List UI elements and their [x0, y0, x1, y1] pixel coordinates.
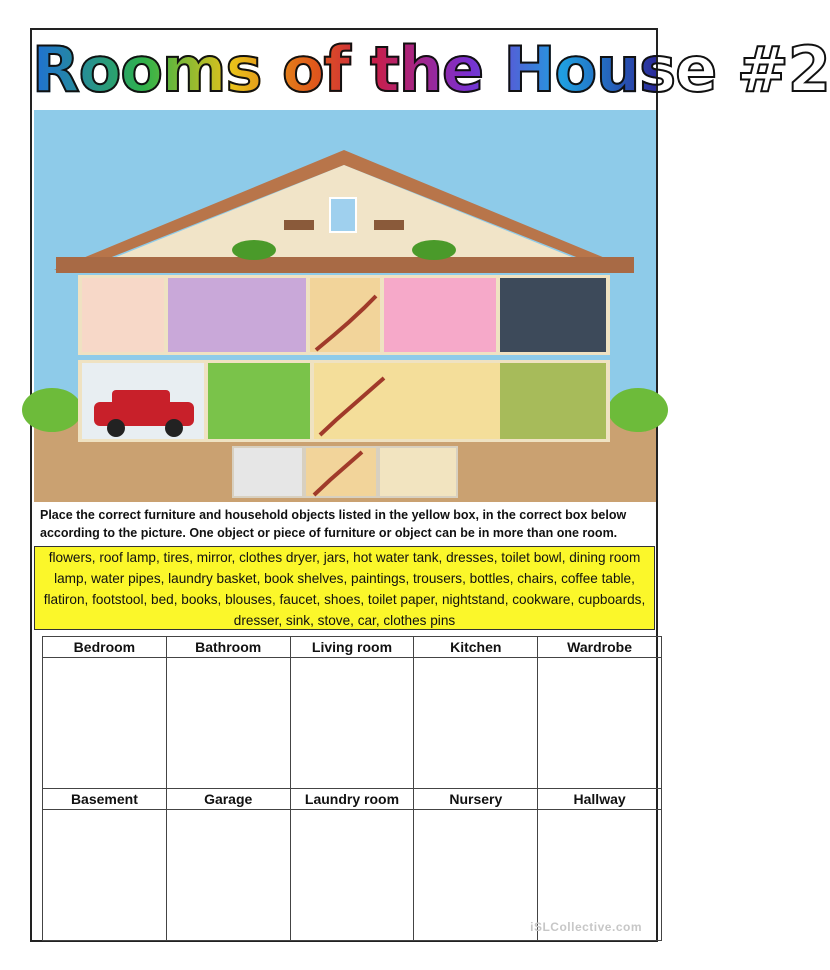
answer-cell-bedroom[interactable] [43, 658, 167, 789]
answer-cell-laundry-room[interactable] [290, 810, 414, 941]
column-header-living-room: Living room [290, 637, 414, 658]
column-header-kitchen: Kitchen [414, 637, 538, 658]
column-header-laundry-room: Laundry room [290, 789, 414, 810]
column-header-wardrobe: Wardrobe [538, 637, 662, 658]
column-header-bedroom: Bedroom [43, 637, 167, 658]
house-illustration [34, 110, 656, 502]
answer-cell-garage[interactable] [166, 810, 290, 941]
rooms-table-top [42, 636, 662, 789]
column-header-basement: Basement [43, 789, 167, 810]
column-header-garage: Garage [166, 789, 290, 810]
answer-cell-wardrobe[interactable] [538, 658, 662, 789]
column-header-nursery: Nursery [414, 789, 538, 810]
answer-cell-living-room[interactable] [290, 658, 414, 789]
instructions-text: Place the correct furniture and household objects listed in the yellow box, in the correct box below according to the picture. One object or piece of furniture or object can be in more than one room. [40, 508, 627, 540]
answer-cell-nursery[interactable] [414, 810, 538, 941]
answer-cell-kitchen[interactable] [414, 658, 538, 789]
answer-cell-bathroom[interactable] [166, 658, 290, 789]
answer-cell-basement[interactable] [43, 810, 167, 941]
column-header-hallway: Hallway [538, 789, 662, 810]
site-watermark: iSLCollective.com [530, 920, 642, 934]
column-header-bathroom: Bathroom [166, 637, 290, 658]
worksheet [30, 28, 830, 942]
worksheet-title: Rooms of the House #2 [32, 33, 830, 106]
word-bank-box: flowers, roof lamp, tires, mirror, clothes dryer, jars, hot water tank, dresses, toilet bowl, dining room lamp, water pipes, laundry basket, book shelves, paintings, trousers, bottles, chairs, coffee table, flatiron, footstool, bed, books, blouses, faucet, shoes, toilet paper, nightstand, cookware, cupboards, dresser, sink, stove, car, clothes pins [34, 546, 655, 630]
rooms-table-bottom [42, 788, 662, 941]
